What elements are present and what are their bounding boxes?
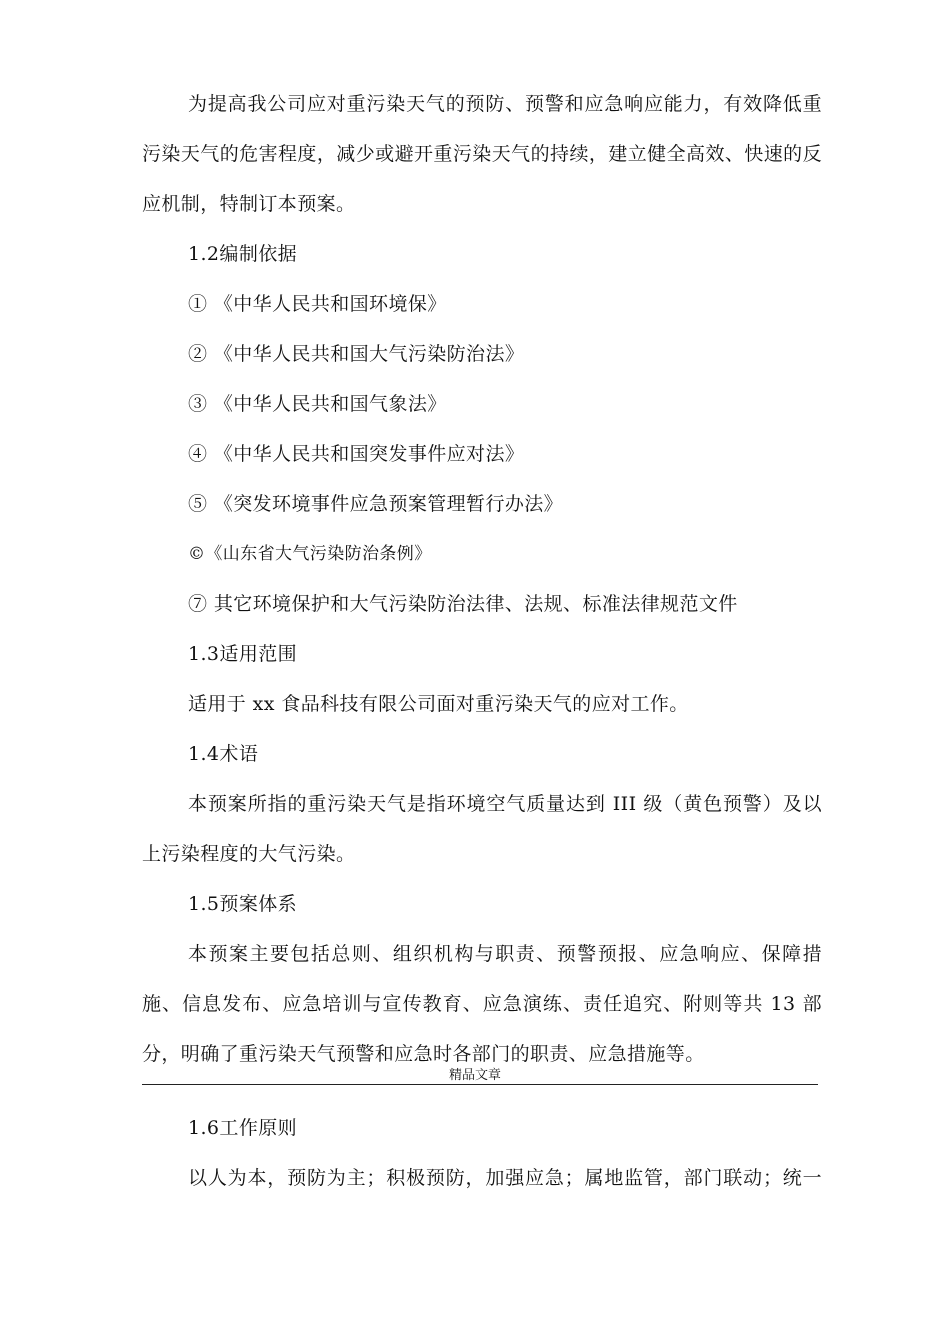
basis-item-6: ©《山东省大气污染防治条例》 <box>188 544 432 564</box>
section-heading-1-4: 1.4术语 <box>188 743 259 765</box>
basis-item-2: ② 《中华人民共和国大气污染防治法》 <box>188 343 525 365</box>
paragraph-intro-line-3: 应机制，特制订本预案。 <box>142 193 356 215</box>
basis-item-5: ⑤ 《突发环境事件应急预案管理暂行办法》 <box>188 493 564 515</box>
basis-item-1: ① 《中华人民共和国环境保》 <box>188 293 447 315</box>
terms-line-2: 上污染程度的大气污染。 <box>142 843 356 865</box>
section-heading-1-2: 1.2编制依据 <box>188 243 298 265</box>
basis-item-7: ⑦ 其它环境保护和大气污染防治法律、法规、标准法律规范文件 <box>188 593 738 615</box>
paragraph-intro-line-1: 为提高我公司应对重污染天气的预防、预警和应急响应能力，有效降低重 <box>188 93 822 115</box>
section-heading-1-3: 1.3适用范围 <box>188 643 298 665</box>
page-footer-label: 精品文章 <box>448 1068 501 1083</box>
terms-line-1: 本预案所指的重污染天气是指环境空气质量达到 III 级（黄色预警）及以 <box>188 793 822 815</box>
section-heading-1-6: 1.6工作原则 <box>188 1117 298 1139</box>
system-line-3: 分，明确了重污染天气预警和应急时各部门的职责、应急措施等。 <box>142 1043 705 1065</box>
basis-item-3: ③ 《中华人民共和国气象法》 <box>188 393 447 415</box>
section-heading-1-5: 1.5预案体系 <box>188 893 298 915</box>
paragraph-intro-line-2: 污染天气的危害程度，减少或避开重污染天气的持续，建立健全高效、快速的反 <box>142 143 822 165</box>
system-line-2: 施、信息发布、应急培训与宣传教育、应急演练、责任追究、附则等共 13 部 <box>142 993 822 1015</box>
basis-item-4: ④ 《中华人民共和国突发事件应对法》 <box>188 443 525 465</box>
scope-text: 适用于 xx 食品科技有限公司面对重污染天气的应对工作。 <box>188 693 689 715</box>
system-line-1: 本预案主要包括总则、组织机构与职责、预警预报、应急响应、保障措 <box>188 943 822 965</box>
principles-line-1: 以人为本，预防为主；积极预防，加强应急；属地监管，部门联动；统一 <box>188 1167 822 1189</box>
footer-divider <box>142 1084 818 1085</box>
